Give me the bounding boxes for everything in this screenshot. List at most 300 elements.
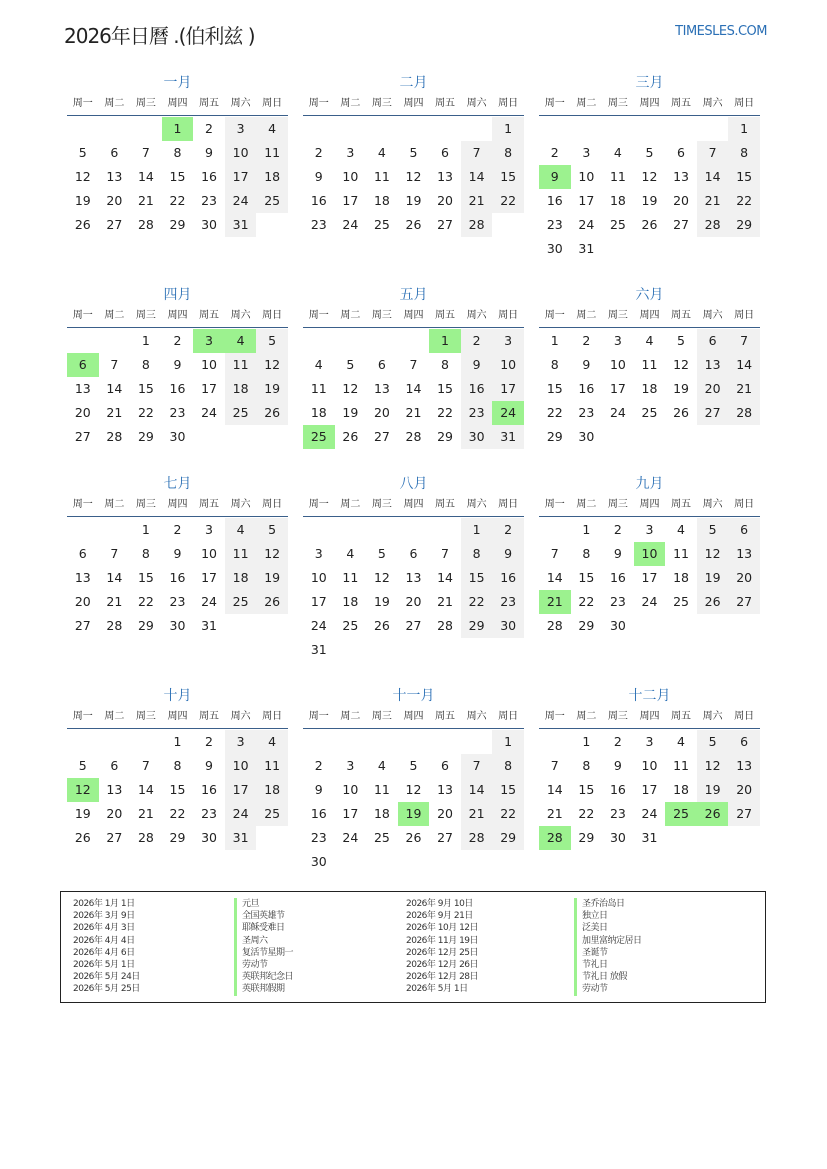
weekday-header (539, 93, 760, 116)
day-cell: 17 (201, 381, 217, 396)
day-cell: 28 (106, 429, 123, 444)
month-10 (67, 686, 288, 850)
day-cell: 2 (205, 734, 213, 749)
month-title: 二月 (399, 75, 428, 91)
weekday-label: 周二 (576, 499, 597, 510)
holiday-date: 2026年 3月 9日 (73, 911, 135, 922)
day-cell: 13 (373, 381, 390, 396)
day-cell: 29 (578, 618, 595, 633)
weekday-label: 周五 (435, 310, 456, 321)
holiday-date: 2026年 5月 24日 (73, 972, 140, 983)
weekday-label: 周一 (72, 98, 93, 109)
day-cell: 14 (546, 782, 563, 797)
day-cell: 16 (201, 782, 217, 797)
day-cell: 24 (225, 802, 257, 826)
day-cell: 9 (314, 169, 323, 184)
day-cell: 12 (405, 169, 422, 184)
day-cell: 11 (225, 353, 257, 377)
day-cell: 26 (342, 429, 359, 444)
day-cell: 13 (74, 381, 91, 396)
day-cell: 16 (546, 193, 563, 208)
weekday-label: 周三 (607, 98, 628, 109)
day-cell: 8 (582, 546, 591, 561)
day-cell: 24 (201, 594, 217, 609)
day-cell: 28 (405, 429, 422, 444)
weekday-label: 周日 (498, 310, 519, 321)
day-cell: 4 (645, 333, 654, 348)
day-cell: 7 (141, 145, 150, 160)
day-grid (539, 730, 760, 850)
weekday-label: 周二 (576, 711, 597, 722)
day-cell: 22 (461, 590, 493, 614)
weekday-label: 周二 (576, 310, 597, 321)
day-cell: 1 (141, 333, 150, 348)
weekday-label: 周日 (734, 711, 755, 722)
day-cell: 10 (201, 546, 217, 561)
month-5 (303, 285, 524, 449)
day-cell: 21 (137, 806, 154, 821)
empty-cell (366, 518, 398, 542)
day-cell: 11 (373, 782, 390, 797)
holiday-date: 2026年 12月 25日 (406, 947, 479, 958)
holiday-date: 2026年 12月 28日 (406, 972, 479, 983)
holiday-name: 圣乔治岛日 (574, 898, 642, 910)
day-cell: 7 (461, 754, 493, 778)
day-cell: 24 (641, 594, 658, 609)
day-cell: 11 (342, 570, 359, 585)
empty-cell (461, 730, 493, 754)
holiday-name: 英联邦纪念日 (234, 971, 293, 983)
day-cell: 15 (437, 381, 453, 396)
day-cell: 22 (437, 405, 453, 420)
weekday-label: 周四 (403, 499, 424, 510)
weekday-label: 周三 (371, 310, 392, 321)
day-cell: 13 (673, 169, 689, 184)
day-cell: 27 (74, 429, 91, 444)
day-cell: 18 (225, 566, 257, 590)
day-cell: 26 (256, 590, 288, 614)
day-cell: 12 (641, 169, 658, 184)
day-cell: 10 (492, 353, 524, 377)
day-cell: 10 (225, 754, 257, 778)
holiday-day-cell: 10 (634, 542, 666, 566)
day-cell: 31 (225, 826, 257, 850)
day-cell: 30 (310, 854, 327, 869)
empty-cell (130, 730, 162, 754)
day-cell: 1 (141, 522, 150, 537)
day-cell: 17 (342, 193, 359, 208)
month-8 (303, 474, 524, 662)
day-cell: 7 (110, 546, 119, 561)
day-cell: 21 (697, 189, 729, 213)
empty-cell (366, 329, 398, 353)
day-cell: 2 (173, 333, 182, 348)
day-cell: 30 (169, 618, 186, 633)
day-cell: 11 (609, 169, 626, 184)
weekday-label: 周三 (607, 499, 628, 510)
day-cell: 27 (437, 217, 453, 232)
holiday-name: 复活节星期一 (234, 947, 293, 959)
weekday-label: 周五 (199, 711, 220, 722)
empty-cell (99, 518, 131, 542)
day-cell: 28 (461, 826, 493, 850)
day-cell: 4 (346, 546, 355, 561)
day-cell: 25 (256, 189, 288, 213)
day-cell: 12 (373, 570, 390, 585)
weekday-label: 周日 (498, 499, 519, 510)
day-cell: 18 (342, 594, 359, 609)
day-cell: 18 (256, 778, 288, 802)
weekday-label: 周四 (167, 711, 188, 722)
day-cell: 20 (728, 778, 760, 802)
day-cell: 22 (578, 806, 595, 821)
day-cell: 29 (137, 429, 154, 444)
day-cell: 16 (310, 193, 327, 208)
day-cell: 8 (141, 357, 150, 372)
empty-cell (335, 329, 367, 353)
empty-cell (303, 329, 335, 353)
empty-cell (366, 117, 398, 141)
day-cell: 31 (492, 425, 524, 449)
weekday-label: 周六 (230, 310, 251, 321)
weekday-label: 周四 (167, 499, 188, 510)
day-cell: 7 (461, 141, 493, 165)
holiday-date: 2026年 4月 6日 (73, 947, 135, 958)
weekday-label: 周六 (702, 310, 723, 321)
day-cell: 20 (728, 566, 760, 590)
holiday-dates-left (73, 898, 140, 996)
day-cell: 5 (346, 357, 355, 372)
day-cell: 2 (492, 518, 524, 542)
weekday-label: 周日 (734, 310, 755, 321)
weekday-header (67, 305, 288, 328)
weekday-header (67, 93, 288, 116)
holiday-names-left (234, 898, 293, 996)
weekday-label: 周一 (72, 499, 93, 510)
weekday-header (67, 706, 288, 729)
day-cell: 25 (673, 594, 689, 609)
day-cell: 28 (697, 213, 729, 237)
weekday-label: 周四 (167, 310, 188, 321)
day-cell: 19 (673, 381, 689, 396)
month-title: 十一月 (392, 688, 435, 704)
day-cell: 27 (728, 590, 760, 614)
day-cell: 9 (173, 357, 182, 372)
day-cell: 9 (582, 357, 591, 372)
holiday-day-cell: 6 (67, 353, 99, 377)
day-cell: 16 (609, 782, 626, 797)
holiday-name: 英联邦假期 (234, 983, 293, 995)
day-cell: 6 (441, 145, 449, 160)
day-cell: 11 (373, 169, 390, 184)
weekday-label: 周五 (671, 499, 692, 510)
day-cell: 5 (409, 145, 418, 160)
day-cell: 7 (441, 546, 449, 561)
day-cell: 16 (492, 566, 524, 590)
day-cell: 19 (697, 566, 729, 590)
weekday-label: 周日 (262, 98, 283, 109)
day-cell: 23 (578, 405, 595, 420)
day-cell: 17 (225, 165, 257, 189)
day-cell: 10 (225, 141, 257, 165)
day-cell: 12 (256, 542, 288, 566)
weekday-label: 周一 (544, 499, 565, 510)
day-cell: 19 (74, 193, 91, 208)
weekday-label: 周三 (607, 711, 628, 722)
day-cell: 29 (492, 826, 524, 850)
day-cell: 11 (256, 754, 288, 778)
day-cell: 19 (697, 778, 729, 802)
day-cell: 16 (201, 169, 217, 184)
day-cell: 27 (728, 802, 760, 826)
day-cell: 8 (582, 758, 591, 773)
holiday-day-cell: 12 (67, 778, 99, 802)
day-cell: 12 (697, 754, 729, 778)
day-cell: 19 (74, 806, 91, 821)
day-cell: 15 (492, 165, 524, 189)
day-cell: 5 (256, 329, 288, 353)
weekday-label: 周五 (199, 499, 220, 510)
day-cell: 23 (201, 193, 217, 208)
day-cell: 25 (641, 405, 658, 420)
day-cell: 24 (225, 189, 257, 213)
day-cell: 2 (613, 522, 622, 537)
day-cell: 14 (106, 381, 123, 396)
day-cell: 21 (461, 189, 493, 213)
day-cell: 16 (578, 381, 595, 396)
holiday-date: 2026年 12月 26日 (406, 960, 479, 971)
day-cell: 20 (437, 806, 453, 821)
holiday-day-cell: 25 (665, 802, 697, 826)
day-cell: 3 (645, 734, 654, 749)
weekday-label: 周日 (262, 310, 283, 321)
empty-cell (398, 329, 430, 353)
day-cell: 4 (256, 117, 288, 141)
empty-cell (67, 329, 99, 353)
day-cell: 22 (137, 405, 154, 420)
weekday-label: 周五 (199, 310, 220, 321)
day-cell: 10 (641, 758, 658, 773)
month-title: 三月 (635, 75, 664, 91)
day-cell: 22 (169, 193, 186, 208)
month-title: 八月 (399, 476, 428, 492)
day-cell: 7 (728, 329, 760, 353)
day-cell: 5 (697, 730, 729, 754)
day-cell: 11 (673, 758, 689, 773)
holiday-day-cell: 26 (697, 802, 729, 826)
day-grid (303, 518, 524, 662)
empty-cell (634, 117, 666, 141)
month-1 (67, 73, 288, 237)
holiday-dates-right (406, 898, 478, 996)
day-cell: 24 (310, 618, 327, 633)
empty-cell (539, 730, 571, 754)
day-cell: 15 (169, 782, 186, 797)
empty-cell (303, 730, 335, 754)
day-cell: 23 (169, 594, 186, 609)
day-grid (67, 329, 288, 449)
holiday-date: 2026年 1月 1日 (73, 899, 135, 909)
day-cell: 21 (728, 377, 760, 401)
day-cell: 5 (78, 145, 87, 160)
day-cell: 10 (201, 357, 217, 372)
day-cell: 13 (697, 353, 729, 377)
day-cell: 13 (728, 542, 760, 566)
day-cell: 8 (728, 141, 760, 165)
day-cell: 30 (461, 425, 493, 449)
weekday-label: 周二 (104, 711, 125, 722)
day-cell: 15 (578, 782, 595, 797)
day-cell: 25 (256, 802, 288, 826)
day-cell: 8 (492, 754, 524, 778)
day-grid (303, 329, 524, 449)
weekday-label: 周四 (639, 499, 660, 510)
month-title: 十月 (163, 688, 192, 704)
empty-cell (429, 518, 461, 542)
day-cell: 28 (137, 830, 154, 845)
day-cell: 3 (225, 730, 257, 754)
day-cell: 27 (373, 429, 390, 444)
day-cell: 18 (673, 782, 689, 797)
day-cell: 11 (310, 381, 327, 396)
empty-cell (335, 518, 367, 542)
day-cell: 6 (677, 145, 685, 160)
day-cell: 13 (74, 570, 91, 585)
day-cell: 17 (609, 381, 626, 396)
weekday-header (67, 494, 288, 517)
month-title: 六月 (635, 287, 664, 303)
month-title: 四月 (163, 287, 192, 303)
month-title: 一月 (163, 75, 192, 91)
day-cell: 8 (141, 546, 150, 561)
day-cell: 6 (409, 546, 418, 561)
day-cell: 22 (492, 802, 524, 826)
day-cell: 19 (405, 193, 422, 208)
day-cell: 5 (677, 333, 685, 348)
weekday-label: 周二 (340, 711, 361, 722)
day-cell: 7 (141, 758, 150, 773)
weekday-label: 周一 (544, 98, 565, 109)
day-cell: 14 (137, 782, 154, 797)
day-cell: 13 (106, 169, 123, 184)
day-cell: 7 (697, 141, 729, 165)
empty-cell (665, 117, 697, 141)
weekday-label: 周二 (340, 499, 361, 510)
day-cell: 8 (441, 357, 449, 372)
day-cell: 22 (728, 189, 760, 213)
weekday-header (303, 706, 524, 729)
day-cell: 28 (461, 213, 493, 237)
day-cell: 30 (201, 217, 217, 232)
day-cell: 31 (201, 618, 217, 633)
month-4 (67, 285, 288, 449)
weekday-label: 周四 (167, 98, 188, 109)
weekday-label: 周二 (576, 98, 597, 109)
day-cell: 18 (256, 165, 288, 189)
holiday-name: 耶稣受难日 (234, 922, 293, 934)
day-cell: 26 (697, 590, 729, 614)
day-cell: 17 (492, 377, 524, 401)
weekday-label: 周三 (607, 310, 628, 321)
day-cell: 14 (106, 570, 123, 585)
day-cell: 4 (314, 357, 323, 372)
month-3 (539, 73, 760, 261)
day-cell: 5 (645, 145, 654, 160)
day-grid (303, 117, 524, 237)
day-cell: 10 (342, 782, 359, 797)
weekday-label: 周五 (435, 499, 456, 510)
month-12 (539, 686, 760, 850)
month-11 (303, 686, 524, 874)
day-cell: 28 (137, 217, 154, 232)
day-cell: 23 (609, 806, 626, 821)
site-link[interactable]: TIMESLES.COM (675, 24, 767, 39)
day-cell: 6 (377, 357, 386, 372)
day-cell: 12 (673, 357, 689, 372)
day-cell: 31 (578, 241, 595, 256)
day-cell: 29 (578, 830, 595, 845)
weekday-label: 周四 (403, 310, 424, 321)
weekday-header (539, 706, 760, 729)
empty-cell (67, 117, 99, 141)
day-cell: 13 (405, 570, 422, 585)
day-cell: 6 (110, 145, 119, 160)
weekday-label: 周六 (466, 98, 487, 109)
day-cell: 14 (546, 570, 563, 585)
day-cell: 2 (173, 522, 182, 537)
day-cell: 3 (346, 145, 355, 160)
day-cell: 9 (613, 546, 622, 561)
day-cell: 11 (673, 546, 689, 561)
day-cell: 24 (641, 806, 658, 821)
weekday-label: 周日 (498, 98, 519, 109)
day-cell: 11 (225, 542, 257, 566)
empty-cell (398, 518, 430, 542)
day-cell: 16 (169, 381, 186, 396)
day-cell: 21 (461, 802, 493, 826)
day-cell: 3 (225, 117, 257, 141)
day-cell: 8 (550, 357, 559, 372)
weekday-label: 周日 (498, 711, 519, 722)
day-cell: 27 (405, 618, 422, 633)
empty-cell (99, 117, 131, 141)
day-cell: 30 (609, 618, 626, 633)
holiday-date: 2026年 9月 10日 (406, 899, 473, 909)
day-cell: 28 (106, 618, 123, 633)
day-cell: 5 (256, 518, 288, 542)
day-grid (539, 117, 760, 261)
day-cell: 8 (492, 141, 524, 165)
month-title: 九月 (635, 476, 664, 492)
day-cell: 21 (106, 594, 123, 609)
day-cell: 10 (342, 169, 359, 184)
day-cell: 12 (697, 542, 729, 566)
day-cell: 26 (373, 618, 390, 633)
day-cell: 22 (546, 405, 563, 420)
day-cell: 14 (137, 169, 154, 184)
holiday-date: 2026年 5月 25日 (73, 984, 140, 995)
day-cell: 6 (697, 329, 729, 353)
day-cell: 20 (106, 193, 123, 208)
holiday-day-cell: 4 (225, 329, 257, 353)
day-cell: 13 (728, 754, 760, 778)
holiday-name: 节礼日 放假 (574, 971, 642, 983)
holiday-date: 2026年 11月 19日 (406, 935, 479, 946)
day-cell: 6 (110, 758, 119, 773)
day-cell: 4 (377, 758, 386, 773)
day-cell: 23 (492, 590, 524, 614)
weekday-label: 周三 (371, 711, 392, 722)
